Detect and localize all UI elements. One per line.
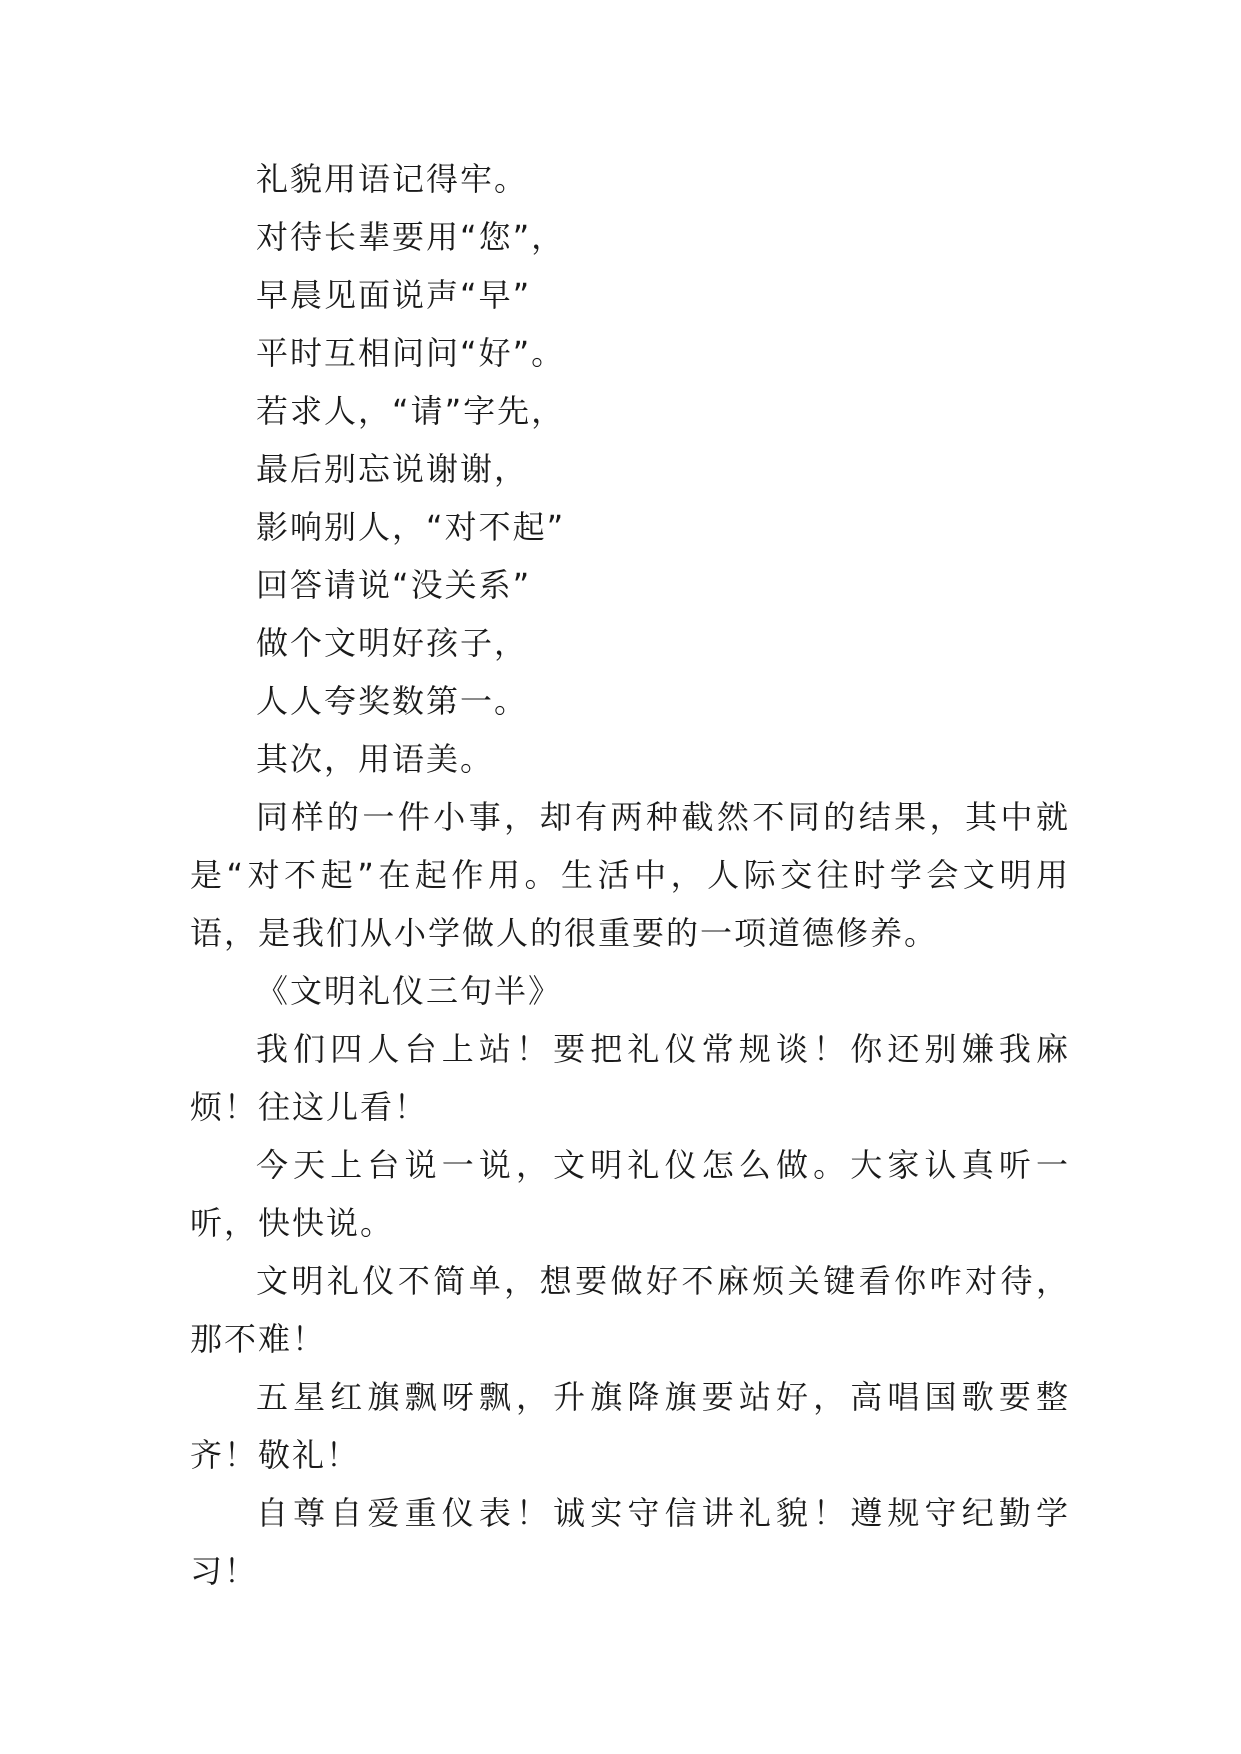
text-line: 回答请说“没关系” <box>256 566 532 604</box>
text-line: 对待长辈要用“您”， <box>256 218 566 256</box>
text-line: 做个文明好孩子， <box>256 624 529 662</box>
paragraph: 五星红旗飘呀飘，升旗降旗要站好，高唱国歌要整齐！敬礼！ <box>190 1378 1070 1474</box>
text-line: 若求人，“请”字先， <box>256 392 566 430</box>
text-line: 早晨见面说声“早” <box>256 276 532 314</box>
paragraph: 文明礼仪不简单，想要做好不麻烦关键看你咋对待，那不难！ <box>190 1262 1070 1358</box>
paragraph: 同样的一件小事，却有两种截然不同的结果，其中就是“对不起”在起作用。生活中，人际交往时学会文明用语，是我们从小学做人的很重要的一项道德修养。 <box>190 798 1070 952</box>
paragraph: 自尊自爱重仪表！诚实守信讲礼貌！遵规守纪勤学习！ <box>190 1494 1070 1590</box>
text-line: 影响别人，“对不起” <box>256 508 566 546</box>
paragraph: 今天上台说一说，文明礼仪怎么做。大家认真听一听，快快说。 <box>190 1146 1070 1242</box>
text-line: 其次，用语美。 <box>256 740 495 778</box>
section-title: 《文明礼仪三句半》 <box>256 972 563 1010</box>
paragraph: 我们四人台上站！要把礼仪常规谈！你还别嫌我麻烦！往这儿看！ <box>190 1030 1070 1126</box>
text-line: 最后别忘说谢谢， <box>256 450 529 488</box>
document-body <box>190 150 1070 1600</box>
text-line: 平时互相问问“好”。 <box>256 334 566 372</box>
text-line: 人人夸奖数第一。 <box>256 682 529 720</box>
text-line: 礼貌用语记得牢。 <box>256 160 529 198</box>
